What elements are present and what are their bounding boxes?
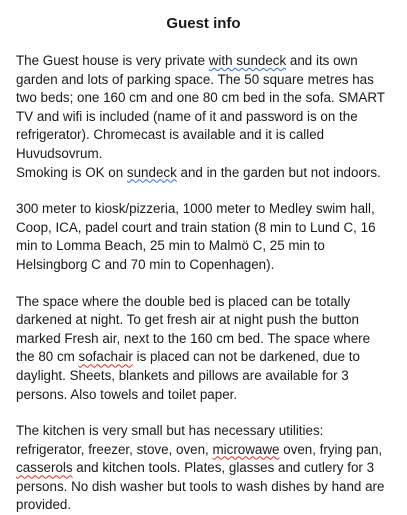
paragraph-distances: 300 meter to kiosk/pizzeria, 1000 meter to Medley swim hall, Coop, ICA, padel court and train station (8 min to Lund C, 16 min to Lomma Beach, 25 min to Malmö C, 25 min to Helsingborg C and 70 min to Copenhagen). [16,201,376,272]
text-run: The Guest house is very private [16,53,209,68]
page-title: Guest info [166,15,241,32]
misspelled-word: casserols [16,460,73,476]
grammar-flagged-text: sundeck [126,164,177,180]
grammar-flagged-text: with sundeck [208,53,287,68]
paragraph-sleeping-space [16,293,391,405]
misspelled-word: microwawe [212,441,280,457]
text-run: oven, frying pan, [279,441,383,457]
text-run: The kitchen is very small but has necessary utilities: refrigerator, freezer, stove, oven, [16,423,324,457]
text-run: and in the garden but not indoors. [176,164,381,180]
paragraph-house-description [16,52,391,182]
misspelled-word: sofachair [78,349,133,365]
text-run: is placed can not be darkened, due to daylight. Sheets, blankets and pillows are available for 3 persons. Also towels and toilet paper. [16,349,360,402]
paragraph-kitchen [16,422,391,515]
text-run: The space where the double bed is placed can be totally darkened at night. To get fresh air at night push the button marked Fresh air, next to the 160 cm bed. The space where the 80 cm [16,293,371,365]
text-run: and its own garden and lots of parking space. The 50 square metres has two beds; one 160 cm and one 80 cm bed in the sofa. SMART TV and wifi is included (name of it and password is on the refrigerator). Chromecast is available and it is called Huvudsovrum. Smoking is OK on [16,53,385,180]
text-run: and kitchen tools. Plates, glasses and cutlery for 3 persons. No dish washer but tools to wash dishes by hand are provided. [16,460,385,513]
